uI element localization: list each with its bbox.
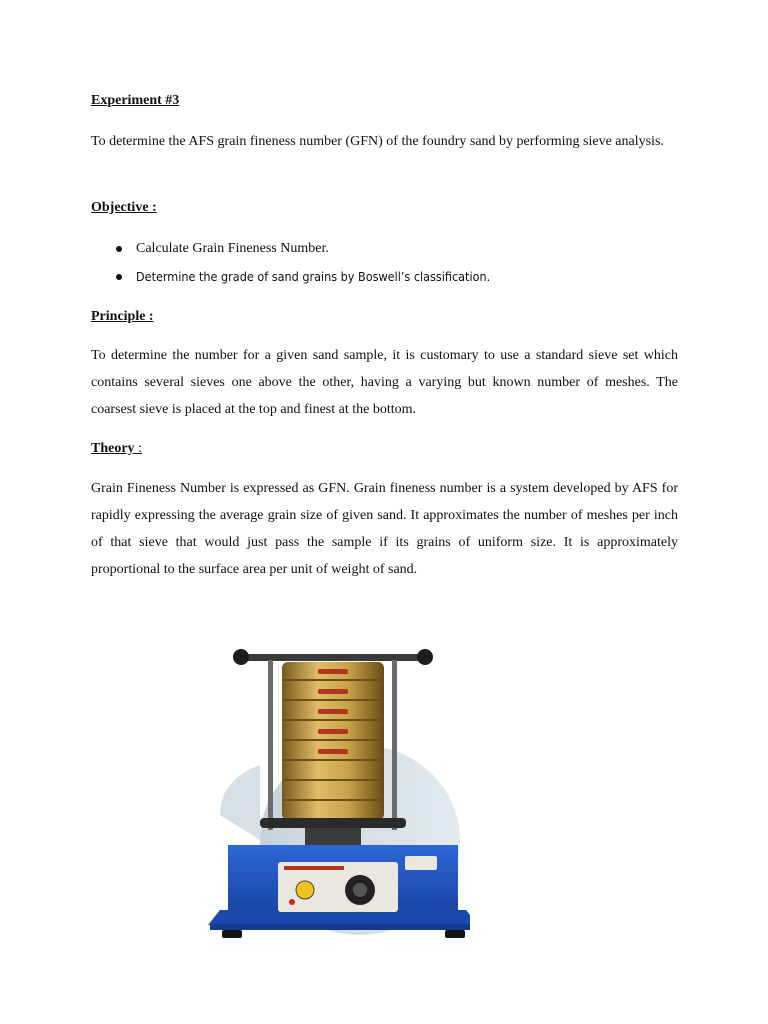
sieve-shaker-image (200, 640, 470, 940)
list-item (91, 240, 678, 268)
objective-list (91, 240, 678, 296)
experiment-title: Experiment #3 (91, 93, 180, 108)
principle-paragraph: To determine the number for a given sand sample, it is customary to use a standard sieve set which contains several sieves one above the other, having a varying but known number of meshes. The coarsest sieve is placed at the top and finest at the bottom. (91, 348, 678, 417)
principle-heading: Principle : (91, 309, 154, 324)
objective-item-1: Calculate Grain Fineness Number. (136, 241, 329, 256)
theory-heading-colon: : (134, 441, 142, 456)
list-item (91, 268, 678, 296)
intro-paragraph: To determine the AFS grain fineness number (GFN) of the foundry sand by performing sieve analysis. (91, 134, 664, 149)
objective-heading: Objective : (91, 200, 157, 215)
sieve-shaker-icon (200, 640, 470, 940)
theory-paragraph: Grain Fineness Number is expressed as GFN. Grain fineness number is a system developed by AFS for rapidly expressing the average grain size of given sand. It approximates the number of meshes per inch of that sieve that would just pass the sample if its grains of uniform size. It is approximately proportional to the surface area per unit of weight of sand. (91, 481, 678, 577)
theory-heading-text: Theory (91, 441, 135, 456)
bullet-icon (116, 246, 122, 252)
bullet-icon (116, 274, 122, 280)
theory-heading (91, 441, 142, 457)
objective-item-2: Determine the grade of sand grains by Boswell’s classification. (136, 269, 491, 284)
